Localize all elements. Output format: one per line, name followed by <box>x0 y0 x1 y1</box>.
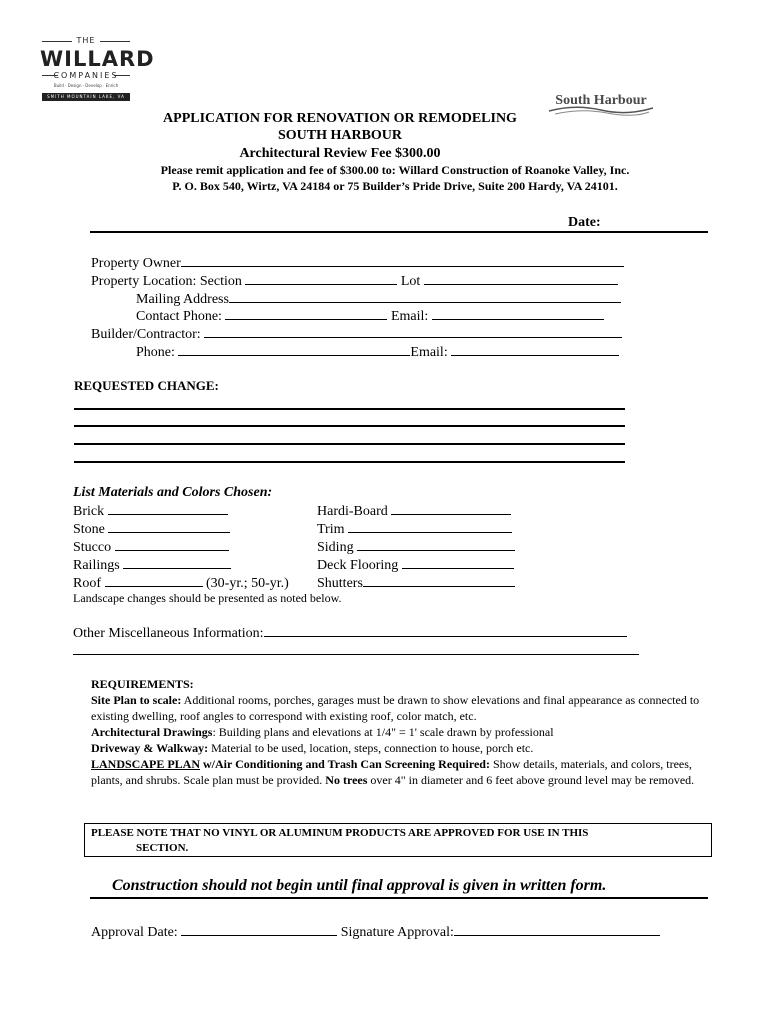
wave-icon <box>545 90 657 118</box>
logo-name: WILLARD <box>40 47 155 71</box>
lot-label: Lot <box>400 274 421 289</box>
logo-bar: SMITH MOUNTAIN LAKE, VA <box>42 93 130 101</box>
site-plan-label: Site Plan to scale: <box>91 693 182 707</box>
property-owner-field[interactable] <box>181 253 624 267</box>
lot-field[interactable] <box>424 271 618 285</box>
driveway-label: Driveway & Walkway: <box>91 741 209 755</box>
email-field[interactable] <box>432 306 604 320</box>
mailing-address-label: Mailing Address <box>136 292 229 307</box>
requirements-heading: REQUIREMENTS: <box>91 677 194 691</box>
approval-date-label: Approval Date: <box>91 925 178 940</box>
arch-drawings-requirement <box>91 724 711 740</box>
stucco-label: Stucco <box>73 540 112 555</box>
stucco-field[interactable] <box>115 537 229 551</box>
builder-email-label: Email: <box>410 345 448 360</box>
willard-companies-logo <box>40 36 155 102</box>
form-subtitle: SOUTH HARBOUR <box>277 128 403 143</box>
landscape-plan-label: LANDSCAPE PLAN <box>91 757 201 771</box>
builder-phone-label: Phone: <box>136 345 175 360</box>
south-harbour-logo-text: South Harbour <box>555 93 647 108</box>
no-trees: No trees <box>325 773 368 787</box>
landscape-note: Landscape changes should be presented as noted below. <box>73 591 342 605</box>
builder-email-field[interactable] <box>451 342 619 356</box>
requested-change-line-4[interactable] <box>74 461 625 463</box>
section-label: Property Location: Section <box>91 274 242 289</box>
other-info-line-2[interactable] <box>73 654 639 655</box>
logo-tagline: Build · Design · Develop · Enrich <box>53 83 119 88</box>
stone-field[interactable] <box>108 519 230 533</box>
hardi-board-label: Hardi-Board <box>317 504 388 519</box>
requested-change-line-2[interactable] <box>74 425 625 427</box>
builder-label: Builder/Contractor: <box>91 327 201 342</box>
notice-line-2: SECTION. <box>136 842 189 854</box>
email-label: Email: <box>390 309 429 324</box>
contact-phone-field[interactable] <box>225 306 387 320</box>
roof-field[interactable] <box>105 573 203 587</box>
signature-field[interactable] <box>454 922 660 936</box>
requested-change-line-1[interactable] <box>74 408 625 410</box>
contact-phone-label: Contact Phone: <box>136 309 222 324</box>
section-field[interactable] <box>245 271 397 285</box>
stone-label: Stone <box>73 522 105 537</box>
date-line[interactable] <box>90 231 708 233</box>
shutters-label: Shutters <box>317 576 363 591</box>
remit-instructions: Please remit application and fee of $300.00 to: Willard Construction of Roanoke Valley, Inc. <box>160 163 630 177</box>
deck-flooring-label: Deck Flooring <box>317 558 399 573</box>
vinyl-notice-box <box>84 823 712 857</box>
site-plan-text: Additional rooms, porches, garages must be drawn to show elevations and final appearance as connected to existing dwelling, roof angles to correspond with existing roof, color match, etc. <box>91 693 700 723</box>
logo-the: THE <box>76 36 96 45</box>
south-harbour-logo <box>545 90 657 118</box>
review-fee: Architectural Review Fee $300.00 <box>239 146 441 161</box>
driveway-text: Material to be used, location, steps, connection to house, porch etc. <box>208 741 534 755</box>
brick-label: Brick <box>73 504 105 519</box>
requested-change-label: REQUESTED CHANGE: <box>74 378 219 393</box>
siding-field[interactable] <box>357 537 515 551</box>
signature-label: Signature Approval: <box>340 925 454 940</box>
arch-label: Architectural Drawings <box>91 725 213 739</box>
trim-label: Trim <box>317 522 345 537</box>
requested-change-line-3[interactable] <box>74 443 625 445</box>
landscape-text: Show details, materials, and colors, trees, plants, and shrubs. Scale plan must be provided. <box>91 757 692 787</box>
form-title: APPLICATION FOR RENOVATION OR REMODELING <box>163 111 517 126</box>
roof-label: Roof <box>73 576 101 591</box>
requirements-block <box>91 676 711 788</box>
hardi-board-field[interactable] <box>391 501 511 515</box>
logo-sub: COMPANIES <box>53 71 119 80</box>
deck-flooring-field[interactable] <box>402 555 514 569</box>
roof-suffix: (30-yr.; 50-yr.) <box>206 576 289 591</box>
other-info-field[interactable] <box>264 623 627 637</box>
siding-label: Siding <box>317 540 354 555</box>
railings-label: Railings <box>73 558 120 573</box>
notice-line-1: PLEASE NOTE THAT NO VINYL OR ALUMINUM PRODUCTS ARE APPROVED FOR USE IN THIS <box>91 827 589 839</box>
mailing-address-field[interactable] <box>229 289 621 303</box>
remit-address: P. O. Box 540, Wirtz, VA 24184 or 75 Builder’s Pride Drive, Suite 200 Hardy, VA 24101. <box>172 179 618 193</box>
approval-date-field[interactable] <box>181 922 337 936</box>
site-plan-requirement <box>91 692 711 724</box>
railings-field[interactable] <box>123 555 231 569</box>
builder-phone-field[interactable] <box>178 342 410 356</box>
landscape-requirement <box>91 756 711 788</box>
trees-text: over 4" in diameter and 6 feet above ground level may be removed. <box>367 773 695 787</box>
construction-note: Construction should not begin until final approval is given in written form. <box>112 877 607 894</box>
brick-field[interactable] <box>108 501 228 515</box>
arch-text: : Building plans and elevations at 1/4" = 1' scale drawn by professional <box>212 725 554 739</box>
materials-heading: List Materials and Colors Chosen: <box>73 485 273 500</box>
landscape-plan-label-2: w/Air Conditioning and Trash Can Screening Required: <box>200 757 490 771</box>
driveway-requirement <box>91 740 711 756</box>
property-owner-label: Property Owner <box>91 256 181 271</box>
other-info-label: Other Miscellaneous Information: <box>73 626 264 641</box>
construction-note-rule <box>90 897 708 899</box>
trim-field[interactable] <box>348 519 512 533</box>
builder-field[interactable] <box>204 324 622 338</box>
shutters-field[interactable] <box>363 573 515 587</box>
date-label: Date: <box>568 215 601 230</box>
